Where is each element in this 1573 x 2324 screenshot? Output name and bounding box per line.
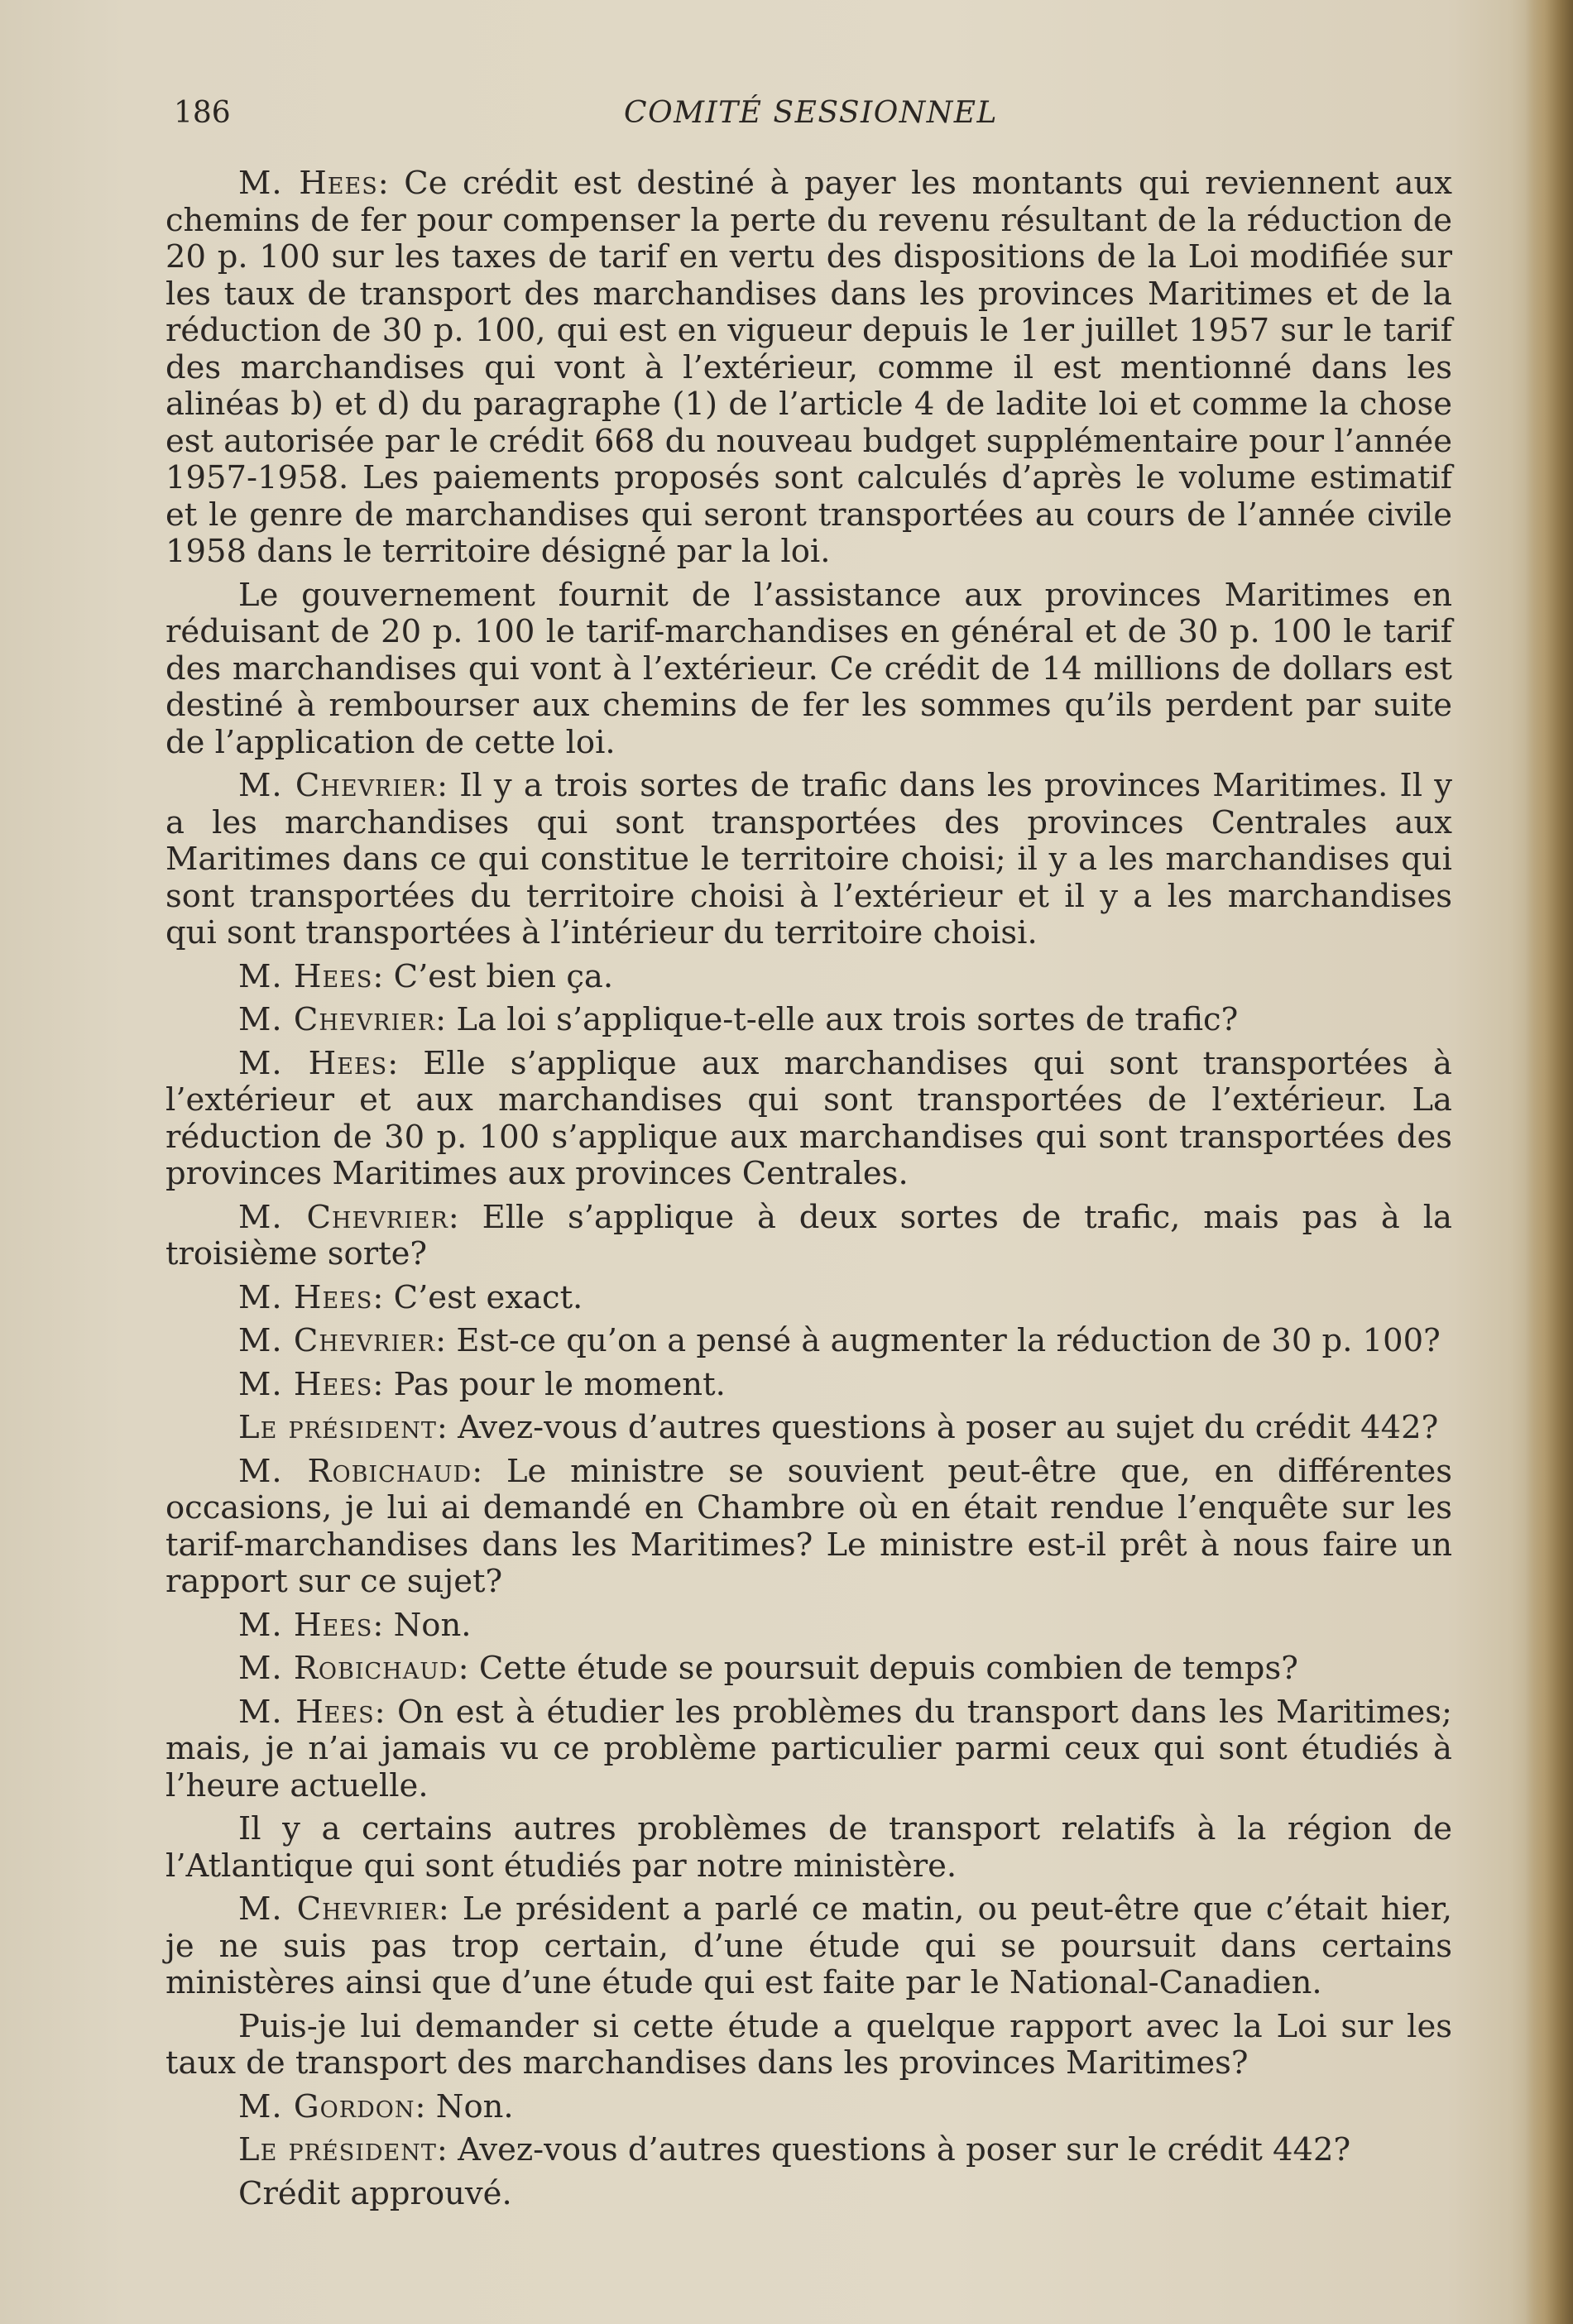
paragraph-5: M. Chevrier: La loi s’applique-t-elle aux trois sortes de trafic?	[238, 1001, 1239, 1038]
paragraph-8: M. Hees: C’est exact.	[238, 1278, 583, 1316]
paragraph-text: Elle s’applique aux marchandises qui sont transportées à l’extérieur et aux marchandises qui sont transportées de l’extérieur. La réduction de 30 p. 100 s’applique aux marchandises qui sont transportées des provinces Maritimes aux provinces Centrales.	[165, 1044, 1452, 1192]
speaker-name: Le président	[238, 1409, 437, 1446]
speaker-name: M. Hees	[238, 165, 378, 202]
paragraph-text: Il y a trois sortes de trafic dans les provinces Maritimes. Il y a les marchandises qui sont transportées des provinces Centrales aux Maritimes dans ce qui constitue le territoire choisi; il y a les marchandises qui sont transportées du territoire choisi à l’extérieur et il y a les marchandises qui sont transportées à l’intérieur du territoire choisi.	[165, 767, 1452, 951]
paragraph-text: Cette étude se poursuit depuis combien de temps?	[478, 1650, 1298, 1687]
paragraph-13: M. Hees: Non.	[238, 1606, 472, 1644]
paragraph-11: Le président: Avez-vous d’autres questions à poser au sujet du crédit 442?	[238, 1409, 1439, 1446]
paragraph-text: C’est bien ça.	[393, 957, 614, 995]
page-number: 186	[174, 96, 231, 130]
page-header	[165, 89, 1456, 139]
speaker-name: M. Gordon	[238, 2087, 415, 2125]
paragraph-text: Il y a certains autres problèmes de transport relatifs à la région de l’Atlantique qui sont étudiés par notre ministère.	[165, 1810, 1452, 1885]
speaker-name: M. Hees	[238, 1606, 373, 1644]
paragraph-text: Le président a parlé ce matin, ou peut-être que c’était hier, je ne suis pas trop certain, d’une étude qui se poursuit dans certains ministères ainsi que d’une étude qui est faite par le National-Canadien.	[165, 1890, 1452, 2001]
speaker-name: M. Hees	[238, 957, 373, 995]
transcript-body	[165, 165, 1452, 2219]
running-title: COMITÉ SESSIONNEL	[624, 96, 998, 130]
paragraph-text: Non.	[393, 1606, 472, 1644]
paragraph-text: La loi s’applique-t-elle aux trois sortes de trafic?	[456, 1001, 1239, 1038]
speaker-name: M. Chevrier	[238, 1322, 436, 1359]
paragraph-4: M. Hees: C’est bien ça.	[238, 957, 614, 995]
paragraph-15: M. Hees: On est à étudier les problèmes du transport dans les Maritimes; mais, je n’ai jamais vu ce problème particulier parmi ceux qui sont étudiés à l’heure actuelle.	[165, 1693, 1452, 1804]
paragraph-text: Puis-je lui demander si cette étude a quelque rapport avec la Loi sur les taux de transport des marchandises dans les provinces Maritimes?	[165, 2007, 1452, 2082]
speaker-name: M. Chevrier	[238, 1890, 439, 1928]
book-spine-shadow	[1525, 0, 1573, 2324]
paragraph-text: Avez-vous d’autres questions à poser au sujet du crédit 442?	[458, 1409, 1439, 1446]
speaker-name: Le président	[238, 2131, 437, 2168]
paragraph-9: M. Chevrier: Est-ce qu’on a pensé à augmenter la réduction de 30 p. 100?	[238, 1322, 1441, 1359]
paragraph-6: M. Hees: Elle s’applique aux marchandises qui sont transportées à l’extérieur et aux marchandises qui sont transportées de l’extérieur. La réduction de 30 p. 100 s’applique aux marchandises qui sont transportées des provinces Maritimes aux provinces Centrales.	[165, 1044, 1452, 1192]
speaker-name: M. Chevrier	[238, 1198, 448, 1236]
speaker-name: M. Hees	[238, 1365, 373, 1403]
paragraph-text: Le gouvernement fournit de l’assistance aux provinces Maritimes en réduisant de 20 p. 100 le tarif-marchandises en général et de 30 p. 100 le tarif des marchandises qui vont à l’extérieur. Ce crédit de 14 millions de dollars est destiné à rembourser aux chemins de fer les sommes qu’ils perdent par suite de l’application de cette loi.	[165, 576, 1452, 761]
paragraph-text: Pas pour le moment.	[393, 1365, 726, 1403]
speaker-name: M. Robichaud	[238, 1650, 458, 1687]
paragraph-20: Le président: Avez-vous d’autres questions à poser sur le crédit 442?	[238, 2131, 1351, 2168]
speaker-name: M. Chevrier	[238, 767, 438, 804]
paragraph-text: Crédit approuvé.	[238, 2174, 512, 2212]
paragraph-text: Elle s’applique à deux sortes de trafic, mais pas à la troisième sorte?	[165, 1198, 1452, 1272]
paragraph-12: M. Robichaud: Le ministre se souvient peut-être que, en différentes occasions, je lui ai demandé en Chambre où en était rendue l’enquête sur les tarif-marchandises dans les Maritimes? Le ministre est-il prêt à nous faire un rapport sur ce sujet?	[165, 1452, 1452, 1600]
paragraph-text: Le ministre se souvient peut-être que, en différentes occasions, je lui ai demandé en Chambre où en était rendue l’enquête sur les tarif-marchandises dans les Maritimes? Le ministre est-il prêt à nous faire un rapport sur ce sujet?	[165, 1452, 1452, 1600]
paragraph-2	[165, 577, 1452, 762]
paragraph-text: Ce crédit est destiné à payer les montants qui reviennent aux chemins de fer pour compenser la perte du revenu résultant de la réduction de 20 p. 100 sur les taxes de tarif en vertu des dispositions de la Loi modifiée sur les taux de transport des marchandises dans les provinces Maritimes et de la réduction de 30 p. 100, qui est en vigueur depuis le 1er juillet 1957 sur le tarif des marchandises qui vont à l’extérieur, comme il est mentionné dans les alinéas b) et d) du paragraphe (1) de l’article 4 de ladite loi et comme la chose est autorisée par le crédit 668 du nouveau budget supplémentaire pour l’année 1957-1958. Les paiements proposés sont calculés d’après le volume estimatif et le genre de marchandises qui seront transportées au cours de l’année civile 1958 dans le territoire désigné par la loi.	[165, 165, 1452, 570]
paragraph-16	[165, 1811, 1452, 1885]
speaker-name: M. Chevrier	[238, 1001, 436, 1038]
paragraph-19: M. Gordon: Non.	[238, 2087, 514, 2125]
paragraph-text: Non.	[435, 2087, 514, 2125]
paragraph-3: M. Chevrier: Il y a trois sortes de trafic dans les provinces Maritimes. Il y a les marchandises qui sont transportées des provinces Centrales aux Maritimes dans ce qui constitue le territoire choisi; il y a les marchandises qui sont transportées du territoire choisi à l’extérieur et il y a les marchandises qui sont transportées à l’intérieur du territoire choisi.	[165, 767, 1452, 951]
paragraph-1: M. Hees: Ce crédit est destiné à payer les montants qui reviennent aux chemins de fer pour compenser la perte du revenu résultant de la réduction de 20 p. 100 sur les taxes de tarif en vertu des dispositions de la Loi modifiée sur les taux de transport des marchandises dans les provinces Maritimes et de la réduction de 30 p. 100, qui est en vigueur depuis le 1er juillet 1957 sur le tarif des marchandises qui vont à l’extérieur, comme il est mentionné dans les alinéas b) et d) du paragraphe (1) de l’article 4 de ladite loi et comme la chose est autorisée par le crédit 668 du nouveau budget supplémentaire pour l’année 1957-1958. Les paiements proposés sont calculés d’après le volume estimatif et le genre de marchandises qui seront transportées au cours de l’année civile 1958 dans le territoire désigné par la loi.	[165, 165, 1452, 570]
paragraph-text: Est-ce qu’on a pensé à augmenter la réduction de 30 p. 100?	[456, 1322, 1441, 1359]
paragraph-text: Avez-vous d’autres questions à poser sur le crédit 442?	[458, 2131, 1351, 2168]
paragraph-10: M. Hees: Pas pour le moment.	[238, 1365, 726, 1403]
paragraph-18	[165, 2009, 1452, 2082]
paragraph-text: On est à étudier les problèmes du transport dans les Maritimes; mais, je n’ai jamais vu ce problème particulier parmi ceux qui sont étudiés à l’heure actuelle.	[165, 1693, 1452, 1804]
speaker-name: M. Hees	[238, 1044, 388, 1082]
paragraph-14: M. Robichaud: Cette étude se poursuit depuis combien de temps?	[238, 1650, 1298, 1687]
speaker-name: M. Hees	[238, 1278, 373, 1316]
paragraph-text: C’est exact.	[393, 1278, 583, 1316]
paragraph-21	[165, 2176, 1452, 2213]
speaker-name: M. Hees	[238, 1693, 375, 1731]
speaker-name: M. Robichaud	[238, 1452, 472, 1490]
paragraph-17: M. Chevrier: Le président a parlé ce matin, ou peut-être que c’était hier, je ne suis pas trop certain, d’une étude qui se poursuit dans certains ministères ainsi que d’une étude qui est faite par le National-Canadien.	[165, 1890, 1452, 2001]
paragraph-7: M. Chevrier: Elle s’applique à deux sortes de trafic, mais pas à la troisième sorte?	[165, 1198, 1452, 1272]
